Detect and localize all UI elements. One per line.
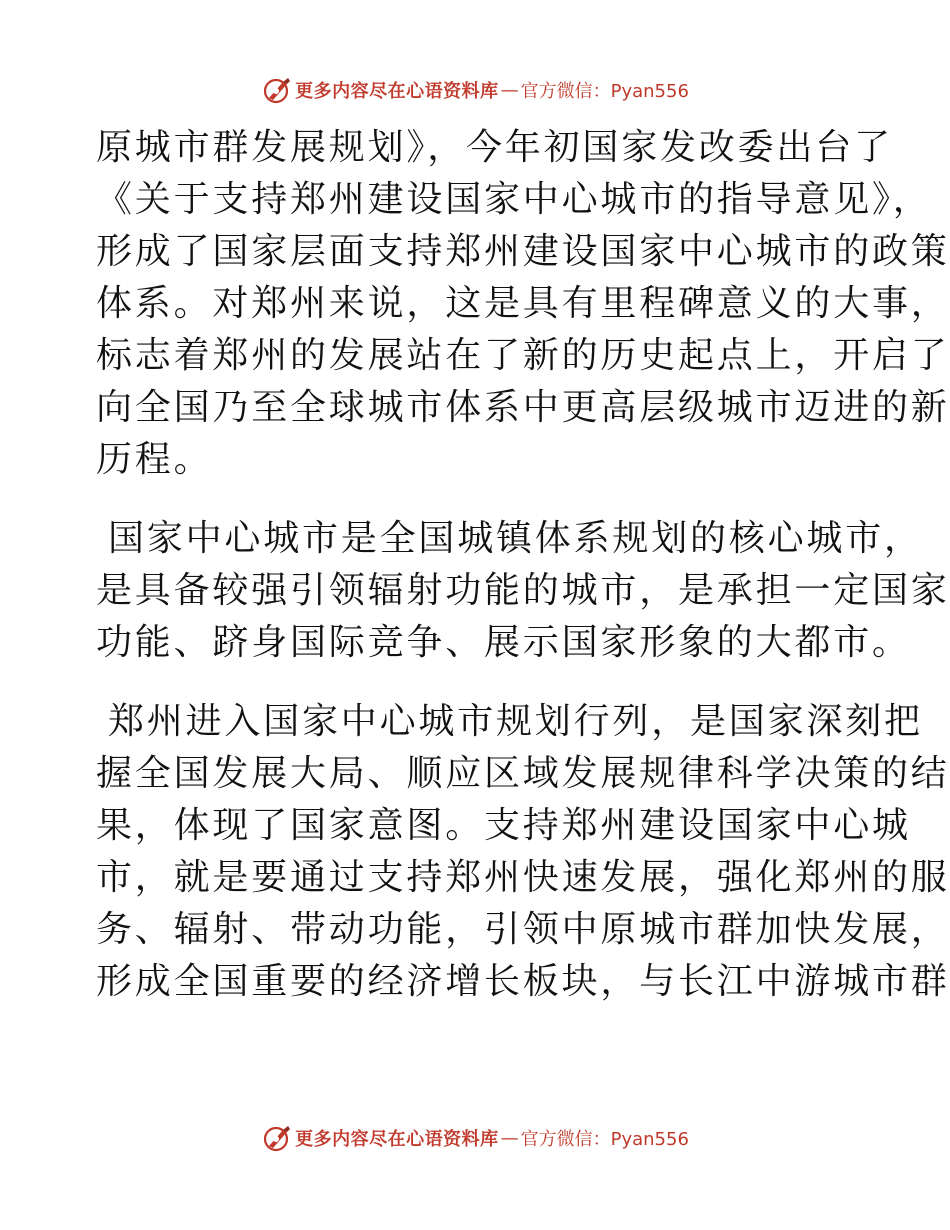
- paragraph-3: [96, 696, 950, 1008]
- text-line: 原城市群发展规划》，今年初国家发改委出台了: [96, 127, 893, 168]
- footer-brand-text: 更多内容尽在心语资料库: [295, 1129, 499, 1150]
- text-line: 郑州进入国家中心城市规划行列，是国家深刻把: [108, 701, 923, 742]
- paragraph-2: [96, 513, 950, 669]
- footer-wechat-text: 官方微信：Pyan556: [520, 1129, 689, 1150]
- paragraph-spacer: [96, 669, 856, 696]
- text-line: 标志着郑州的发展站在了新的历史起点上，开启了: [96, 335, 950, 376]
- text-line: 《关于支持郑州建设国家中心城市的指导意见》，: [96, 179, 932, 220]
- text-line: 国家中心城市是全国城镇体系规划的核心城市，: [108, 518, 923, 559]
- text-line: 务、辐射、带动功能，引领中原城市群加快发展，: [96, 909, 950, 950]
- header-banner: [0, 72, 950, 108]
- text-line: 市，就是要通过支持郑州快速发展，强化郑州的服: [96, 857, 950, 898]
- text-line: 形成全国重要的经济增长板块，与长江中游城市群: [96, 961, 950, 1002]
- paragraph-spacer: [96, 486, 856, 513]
- pen-logo-icon: [261, 74, 293, 106]
- text-line: 形成了国家层面支持郑州建设国家中心城市的政策: [96, 231, 950, 272]
- footer-separator: —: [500, 1127, 519, 1149]
- header-separator: —: [500, 79, 519, 101]
- text-line: 体系。对郑州来说，这是具有里程碑意义的大事，: [96, 283, 950, 324]
- document-body: [96, 122, 950, 1008]
- text-line: 功能、跻身国际竞争、展示国家形象的大都市。: [96, 622, 911, 663]
- header-brand-text: 更多内容尽在心语资料库: [295, 81, 499, 102]
- header-wechat-text: 官方微信：Pyan556: [520, 81, 689, 102]
- text-line: 向全国乃至全球城市体系中更高层级城市迈进的新: [96, 387, 950, 428]
- text-line: 果，体现了国家意图。支持郑州建设国家中心城: [96, 805, 911, 846]
- footer-banner: [0, 1120, 950, 1156]
- text-line: 是具备较强引领辐射功能的城市，是承担一定国家: [96, 570, 950, 611]
- text-line: 握全国发展大局、顺应区域发展规律科学决策的结: [96, 753, 950, 794]
- paragraph-1: [96, 122, 950, 486]
- text-line: 历程。: [96, 439, 213, 480]
- pen-logo-icon: [261, 1122, 293, 1154]
